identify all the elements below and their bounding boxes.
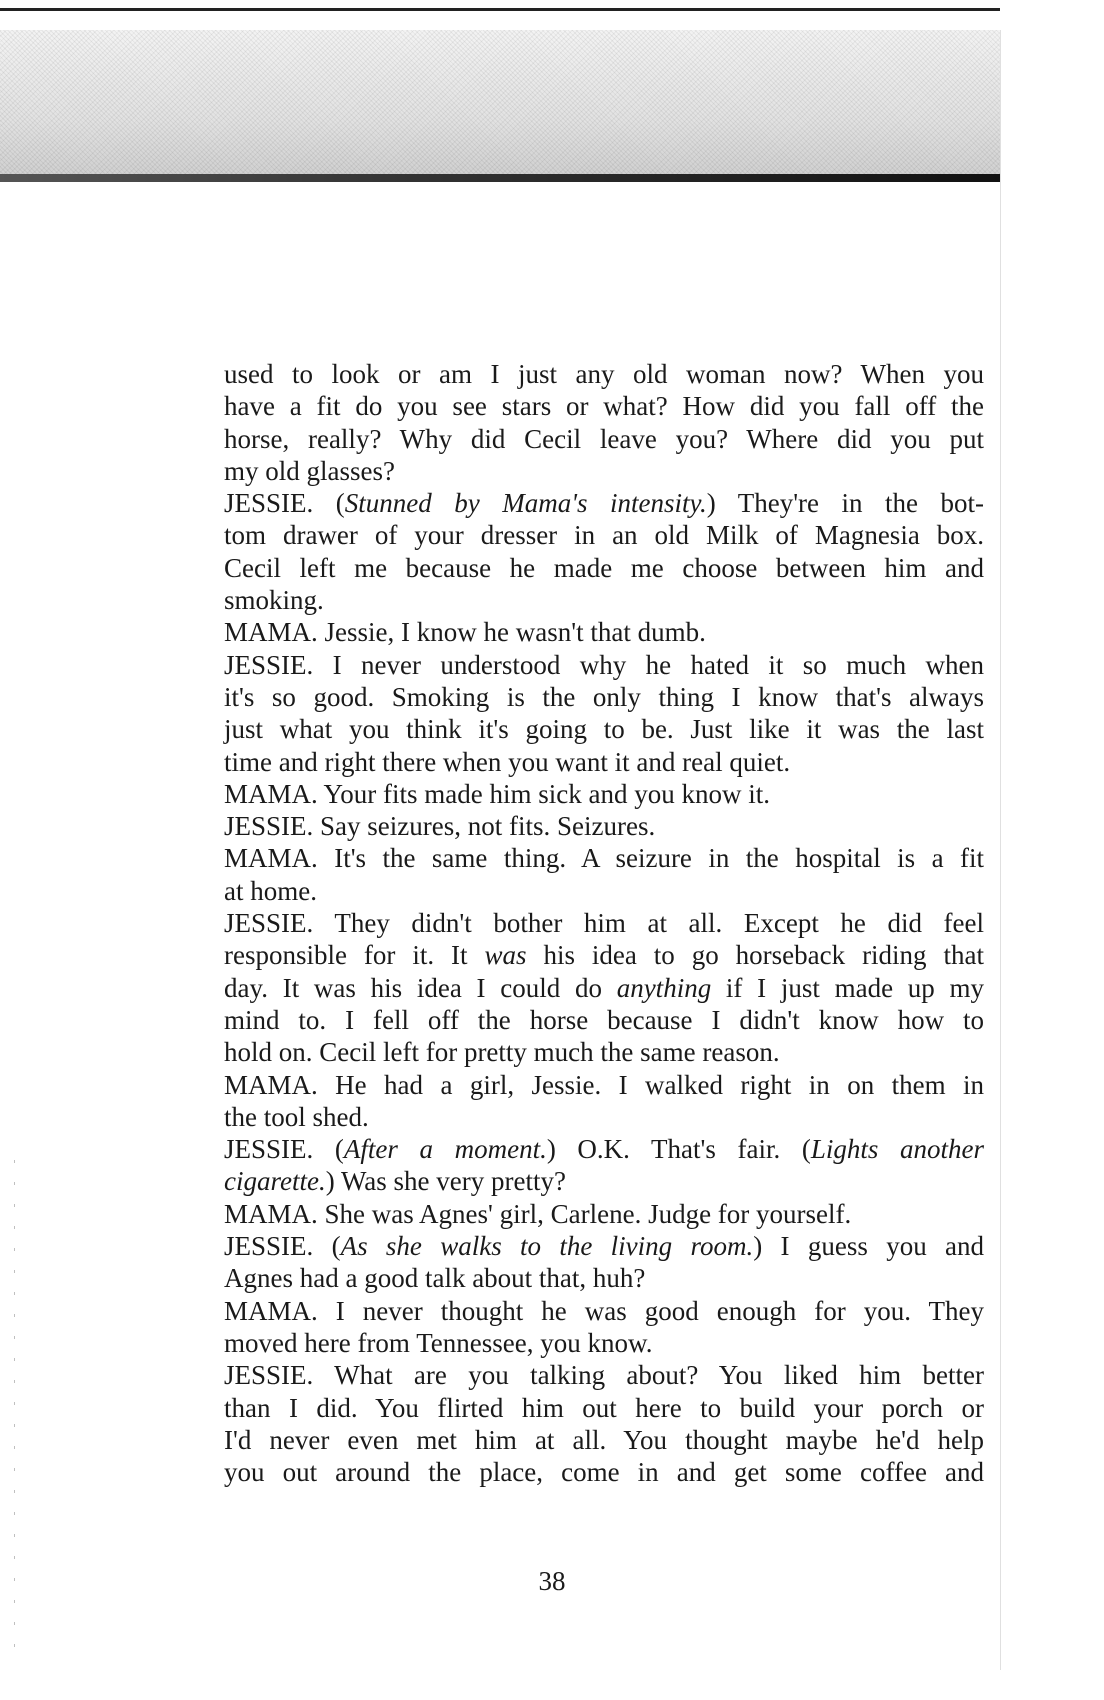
italic-stage-direction: anything — [616, 972, 712, 1003]
text-line: MAMA. I never thought he was good enough for you. They — [224, 1295, 984, 1326]
text-line: mind to. I fell off the horse because I didn't know how to — [224, 1004, 984, 1035]
text-line — [224, 1230, 984, 1262]
text-line — [224, 1165, 984, 1197]
text-line: used to look or am I just any old woman now? When you — [224, 359, 984, 389]
text-line: tom drawer of your dresser in an old Milk of Magnesia box. — [224, 520, 984, 551]
text-line: it's so good. Smoking is the only thing I know that's always — [224, 681, 984, 712]
text-line: JESSIE. What are you talking about? You liked him better — [224, 1360, 984, 1391]
text-line: hold on. Cecil left for pretty much the same reason. — [224, 1037, 780, 1068]
text-line: MAMA. Jessie, I know he wasn't that dumb. — [224, 617, 706, 648]
text-segment: ) Was she very pretty? — [325, 1166, 566, 1197]
play-text — [224, 358, 984, 1488]
italic-stage-direction: As she walks to the living room. — [340, 1231, 754, 1262]
italic-stage-direction: was — [484, 940, 527, 971]
text-line: MAMA. She was Agnes' girl, Carlene. Judge for yourself. — [224, 1198, 852, 1229]
header-band-edge — [0, 174, 1000, 182]
text-segment: JESSIE. ( — [224, 488, 345, 519]
text-line: moved here from Tennessee, you know. — [224, 1327, 653, 1358]
text-line: smoking. — [224, 585, 324, 616]
text-line: you out around the place, come in and get some coffee and — [224, 1457, 984, 1488]
text-line: time and right there when you want it and real quiet. — [224, 746, 791, 777]
text-line: horse, really? Why did Cecil leave you? Where did you put — [224, 423, 984, 454]
text-line: have a fit do you see stars or what? How did you fall off the — [224, 391, 984, 422]
text-line — [224, 1133, 984, 1165]
text-segment: ) O.K. That's fair. ( — [546, 1134, 811, 1165]
text-segment: ) I guess you and — [753, 1231, 984, 1262]
header-band — [0, 30, 1000, 180]
text-line: the tool shed. — [224, 1101, 369, 1132]
text-segment: his idea to go horseback riding that — [526, 940, 984, 971]
text-line — [224, 487, 984, 519]
text-line: Agnes had a good talk about that, huh? — [224, 1263, 646, 1294]
text-line: JESSIE. I never understood why he hated it so much when — [224, 649, 984, 680]
text-line — [224, 939, 984, 971]
text-segment: day. It was his idea I could do — [224, 972, 617, 1003]
text-line: MAMA. It's the same thing. A seizure in the hospital is a fit — [224, 843, 984, 874]
italic-stage-direction: cigarette. — [224, 1166, 326, 1197]
text-line — [224, 972, 984, 1004]
text-line: at home. — [224, 875, 317, 906]
text-segment: responsible for it. It — [224, 940, 485, 971]
text-line: I'd never even met him at all. You thought maybe he'd help — [224, 1424, 984, 1455]
text-segment: if I just made up my — [711, 972, 985, 1003]
text-line: JESSIE. Say seizures, not fits. Seizures. — [224, 811, 656, 842]
text-line: my old glasses? — [224, 455, 395, 486]
italic-stage-direction: Stunned by Mama's intensity. — [344, 488, 707, 519]
top-rule — [0, 8, 1000, 11]
page-number: 38 — [538, 1566, 566, 1596]
text-segment: JESSIE. ( — [224, 1134, 344, 1165]
italic-stage-direction: After a moment. — [343, 1134, 547, 1165]
text-line: just what you think it's going to be. Just like it was the last — [224, 714, 984, 745]
italic-stage-direction: Lights another — [810, 1134, 984, 1165]
text-segment: JESSIE. ( — [224, 1231, 341, 1262]
text-line: than I did. You flirted him out here to build your porch or — [224, 1392, 984, 1423]
text-line: MAMA. Your fits made him sick and you know it. — [224, 778, 770, 809]
page-edge — [1000, 30, 1001, 1670]
text-line: JESSIE. They didn't bother him at all. Except he did feel — [224, 908, 984, 939]
text-line: MAMA. He had a girl, Jessie. I walked right in on them in — [224, 1069, 984, 1100]
text-segment: ) They're in the bot- — [706, 488, 984, 519]
text-line: Cecil left me because he made me choose between him and — [224, 552, 984, 583]
